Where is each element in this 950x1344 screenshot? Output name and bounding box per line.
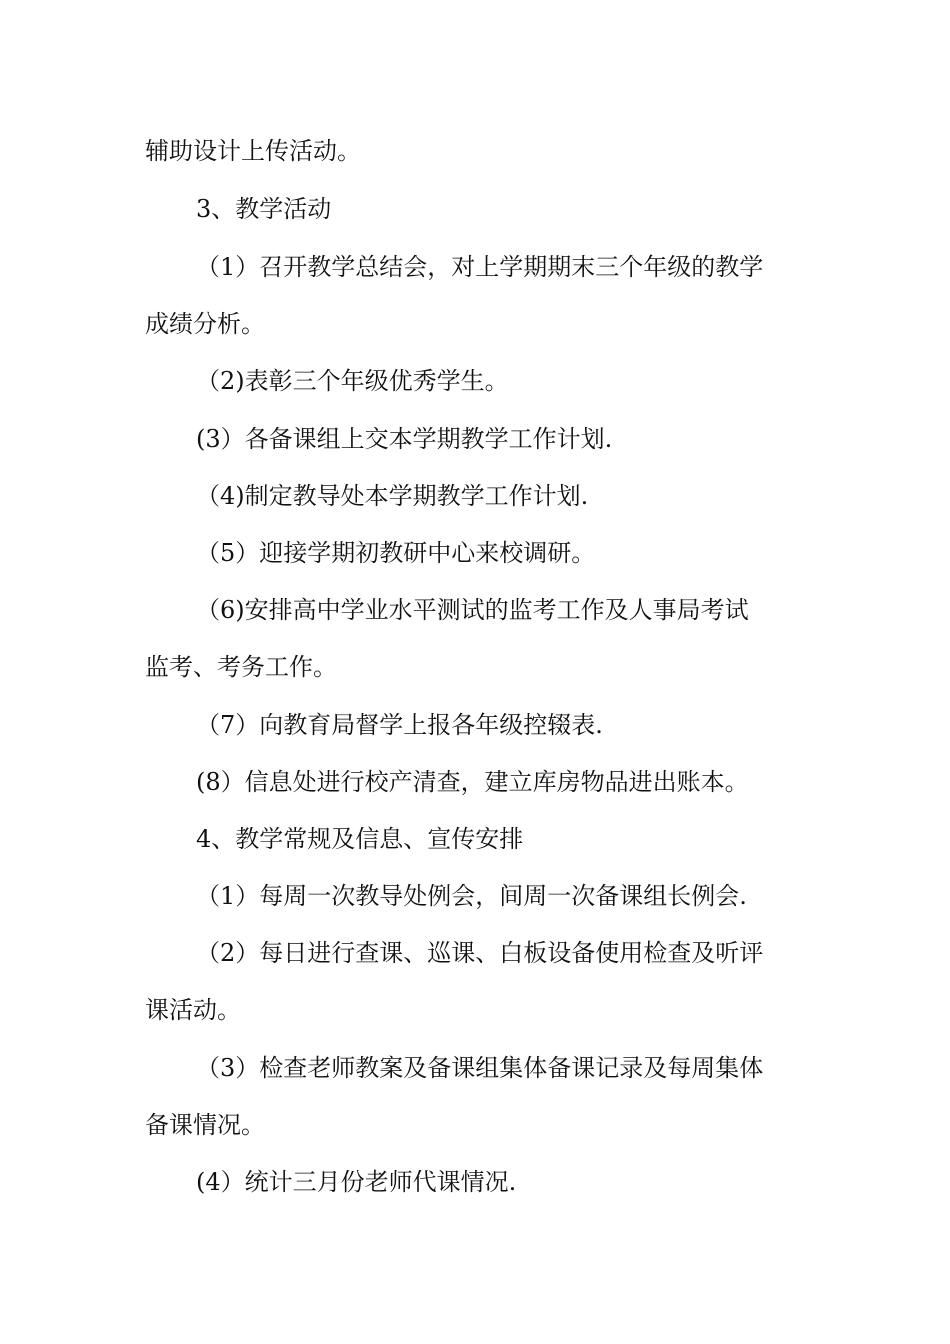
list-item: （7）向教育局督学上报各年级控辍表. [196,711,603,739]
list-item: （3）检查老师教案及备课组集体备课记录及每周集体 [196,1054,764,1082]
list-item: (8）信息处进行校产清查，建立库房物品进出账本。 [196,768,749,796]
list-item: (3）各备课组上交本学期教学工作计划. [196,425,613,453]
list-item: （2)表彰三个年级优秀学生。 [196,367,509,395]
text-line: 监考、考务工作。 [145,653,337,681]
section-heading: 3、教学活动 [196,195,332,223]
list-item: （2）每日进行查课、巡课、白板设备使用检查及听评 [196,939,764,967]
list-item: (4）统计三月份老师代课情况. [196,1168,517,1196]
text-line: 课活动。 [145,996,241,1024]
section-heading: 4、教学常规及信息、宣传安排 [196,825,524,853]
text-line: 备课情况。 [145,1111,265,1139]
list-item: （4)制定教导处本学期教学工作计划. [196,482,589,510]
text-line: 成绩分析。 [145,310,265,338]
list-item: （1）召开教学总结会，对上学期期末三个年级的教学 [196,253,764,281]
list-item: （5）迎接学期初教研中心来校调研。 [196,539,596,567]
list-item: （6)安排高中学业水平测试的监考工作及人事局考试 [196,596,749,624]
text-line: 辅助设计上传活动。 [145,137,361,165]
list-item: （1）每周一次教导处例会，间周一次备课组长例会. [196,882,747,910]
